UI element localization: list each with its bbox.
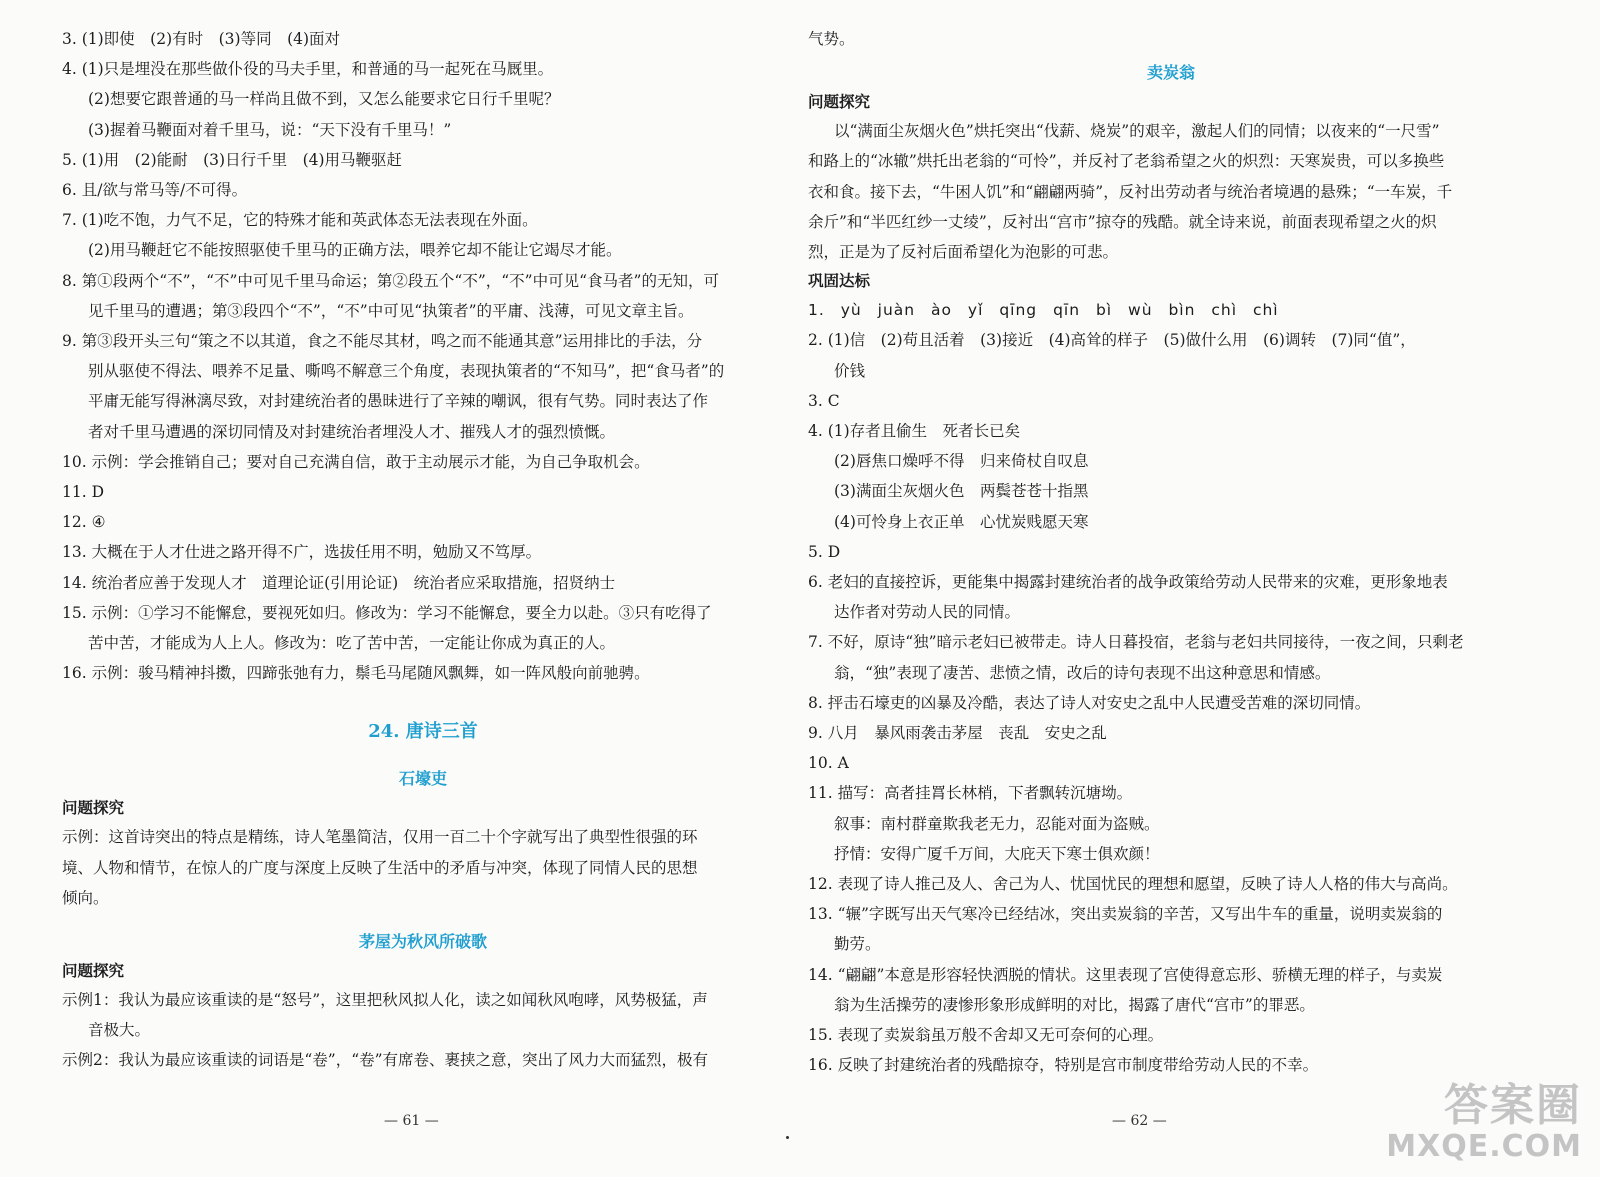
answer-line: 14. “翩翩”本意是形容轻快洒脱的情状。这里表现了宫使得意忘形、骄横无理的样子，与卖炭 — [808, 965, 1443, 984]
section-heading: 巩固达标 — [808, 271, 871, 291]
answer-line: 余斤”和“半匹红纱一丈绫”，反衬出“宫市”掠夺的残酷。就全诗来说，前面表现希望之火的炽 — [808, 212, 1437, 231]
answer-line: 境、人物和情节，在惊人的广度与深度上反映了生活中的矛盾与冲突，体现了同情人民的思想 — [62, 858, 698, 877]
answer-line: (4)可怜身上衣正单 心忧炭贱愿天寒 — [834, 512, 1089, 531]
page-number-right: — 62 — — [1112, 1113, 1167, 1129]
answer-line: 音极大。 — [88, 1021, 151, 1040]
page-number-left: — 61 — — [384, 1113, 439, 1129]
answer-line: 平庸无能写得淋漓尽致，对封建统治者的愚昧进行了辛辣的嘲讽，很有气势。同时表达了作 — [88, 392, 709, 411]
answer-line: 烈，正是为了反衬后面希望化为泡影的可悲。 — [808, 243, 1119, 262]
answer-line: 2. (1)信 (2)苟且活着 (3)接近 (4)高耸的样子 (5)做什么用 (6)调转 (7)同“值”， — [808, 331, 1416, 350]
answer-line: 和路上的“冰辙”烘托出老翁的“可怜”，并反衬了老翁希望之火的炽烈：天寒炭贵，可以多换些 — [808, 152, 1445, 171]
answer-line: 6. 且/欲与常马等/不可得。 — [62, 181, 248, 200]
answer-line: 达作者对劳动人民的同情。 — [834, 603, 1021, 622]
chapter-title: 24. 唐诗三首 — [368, 721, 478, 743]
right-page — [808, 24, 1534, 1081]
pinyin-answer: 1. yù juàn ào yǐ qīng qīn bì wù bìn chì chì — [808, 301, 1279, 320]
answer-line: 示例1：我认为最应该重读的是“怒号”，这里把秋风拟人化，读之如闻秋风咆哮，风势极猛，声 — [62, 991, 708, 1010]
left-page — [62, 24, 784, 1076]
answer-line: (3)满面尘灰烟火色 两鬓苍苍十指黑 — [834, 482, 1089, 501]
answer-line: 示例2：我认为最应该重读的词语是“卷”，“卷”有席卷、裹挟之意，突出了风力大而猛烈，极有 — [62, 1051, 709, 1070]
answer-line: 11. 描写：高者挂罥长林梢，下者飘转沉塘坳。 — [808, 784, 1133, 803]
poem1-answer — [62, 822, 784, 913]
answer-line: 3. C — [808, 391, 840, 410]
center-dot — [786, 1136, 789, 1139]
answer-line: 12. 表现了诗人推己及人、舍己为人、忧国忧民的理想和愿望，反映了诗人人格的伟大与高尚。 — [808, 875, 1458, 894]
answer-line: 4. (1)只是埋没在那些做仆役的马夫手里，和普通的马一起死在马厩里。 — [62, 60, 554, 79]
answer-line: 价钱 — [834, 361, 866, 380]
answer-line: 11. D — [62, 483, 105, 502]
poem-title-maowu: 茅屋为秋风所破歌 — [358, 932, 487, 952]
watermark-cn: 答案圈 — [1444, 1080, 1582, 1131]
answer-line: 16. 示例：骏马精神抖擞，四蹄张弛有力，鬃毛马尾随风飘舞，如一阵风般向前驰骋。 — [62, 664, 650, 683]
poem-title-maitanweng: 卖炭翁 — [1146, 63, 1195, 83]
answer-line: 勤劳。 — [834, 935, 881, 954]
answer-line: 倾向。 — [62, 888, 109, 907]
answer-line: (2)用马鞭赶它不能按照驱使千里马的正确方法，喂养它却不能让它竭尽才能。 — [88, 241, 622, 260]
poem2-answer — [62, 985, 784, 1076]
poem-title-shihaoli: 石壕吏 — [398, 769, 447, 789]
answer-line: 苦中苦，才能成为人上人。修改为：吃了苦中苦，一定能让你成为真正的人。 — [88, 634, 616, 653]
answer-line: 翁，“独”表现了凄苦、悲愤之情，改后的诗句表现不出这种意思和情感。 — [834, 663, 1331, 682]
answer-line: 9. 第③段开头三句“策之不以其道，食之不能尽其材，鸣之而不能通其意”运用排比的手法，分 — [62, 332, 703, 351]
section-heading: 问题探究 — [808, 92, 871, 112]
answer-line: 8. 抨击石壕吏的凶暴及冷酷，表达了诗人对安史之乱中人民遭受苦难的深切同情。 — [808, 693, 1371, 712]
answer-line: (2)唇焦口燥呼不得 归来倚杖自叹息 — [834, 452, 1089, 471]
answer-line: 15. 表现了卖炭翁虽万般不舍却又无可奈何的心理。 — [808, 1026, 1164, 1045]
answer-line: 13. “辗”字既写出天气寒冷已经结冰，突出卖炭翁的辛苦，又写出牛车的重量，说明卖炭翁的 — [808, 905, 1443, 924]
answer-line: 示例：这首诗突出的特点是精练，诗人笔墨简洁，仅用一百二十个字就写出了典型性很强的环 — [62, 828, 698, 847]
answer-line: 5. D — [808, 542, 841, 561]
answer-line: 10. 示例：学会推销自己；要对自己充满自信，敢于主动展示才能，为自己争取机会。 — [62, 452, 650, 471]
watermark-logo — [1386, 1081, 1582, 1163]
answer-line: 以“满面尘灰烟火色”烘托突出“伐薪、烧炭”的艰辛，激起人们的同情；以夜来的“一尺雪” — [834, 122, 1440, 141]
answer-line: 见千里马的遭遇；第③段四个“不”，“不”中可见“执策者”的平庸、浅薄，可见文章主旨。 — [88, 301, 694, 320]
answer-line: 12. ④ — [62, 513, 106, 532]
answer-line: 3. (1)即使 (2)有时 (3)等同 (4)面对 — [62, 30, 341, 48]
answer-line: 8. 第①段两个“不”，“不”中可见千里马命运；第②段五个“不”，“不”中可见“食马者”的无知，可 — [62, 271, 719, 290]
answer-line: 4. (1)存者且偷生 死者长已矣 — [808, 422, 1021, 441]
section-heading: 问题探究 — [62, 961, 125, 981]
answer-line: 15. 示例：①学习不能懈怠，要视死如归。修改为：学习不能懈怠，要全力以赴。③只有吃得了 — [62, 603, 712, 622]
answers-list-a — [62, 24, 784, 688]
answer-line: 16. 反映了封建统治者的残酷掠夺，特别是宫市制度带给劳动人民的不幸。 — [808, 1056, 1319, 1075]
watermark-en: MXQE.COM — [1386, 1129, 1582, 1164]
answer-line: (2)想要它跟普通的马一样尚且做不到，又怎么能要求它日行千里呢？ — [88, 90, 560, 109]
section-heading: 问题探究 — [62, 798, 125, 818]
answer-line: 5. (1)用 (2)能耐 (3)日行千里 (4)用马鞭驱赶 — [62, 150, 403, 169]
answer-line: 9. 八月 暴风雨袭击茅屋 丧乱 安史之乱 — [808, 724, 1107, 743]
answer-line: (3)握着马鞭面对着千里马，说：“天下没有千里马！” — [88, 120, 452, 139]
answer-line: 10. A — [808, 754, 849, 773]
answer-line: 抒情：安得广厦千万间，大庇天下寒士俱欢颜！ — [834, 844, 1160, 863]
answer-line: 叙事：南村群童欺我老无力，忍能对面为盗贼。 — [834, 814, 1160, 833]
answer-line: 衣和食。接下去，“牛困人饥”和“翩翩两骑”，反衬出劳动者与统治者境遇的悬殊；“一车炭，千 — [808, 182, 1453, 201]
answer-line: 7. 不好，原诗“独”暗示老妇已被带走。诗人日暮投宿，老翁与老妇共同接待，一夜之间，只剩老 — [808, 633, 1464, 652]
answer-line: 13. 大概在于人才仕进之路开得不广，选拔任用不明，勉励又不笃厚。 — [62, 543, 542, 562]
answer-line: 者对千里马遭遇的深切同情及对封建统治者埋没人才、摧残人才的强烈愤慨。 — [88, 422, 616, 441]
answers-list-b — [808, 325, 1534, 1080]
answer-line: 别从驱使不得法、喂养不足量、嘶鸣不解意三个角度，表现执策者的“不知马”，把“食马者”的 — [88, 362, 725, 381]
answer-line: 6. 老妇的直接控诉，更能集中揭露封建统治者的战争政策给劳动人民带来的灾难，更形象地表 — [808, 573, 1448, 592]
explore-answer — [808, 116, 1534, 267]
answer-line: 7. (1)吃不饱，力气不足，它的特殊才能和英武体态无法表现在外面。 — [62, 211, 538, 230]
continued-line: 气势。 — [808, 30, 855, 48]
answer-line: 14. 统治者应善于发现人才 道理论证(引用论证) 统治者应采取措施，招贤纳士 — [62, 573, 616, 592]
answer-line: 翁为生活操劳的凄惨形象形成鲜明的对比，揭露了唐代“宫市”的罪恶。 — [834, 995, 1315, 1014]
